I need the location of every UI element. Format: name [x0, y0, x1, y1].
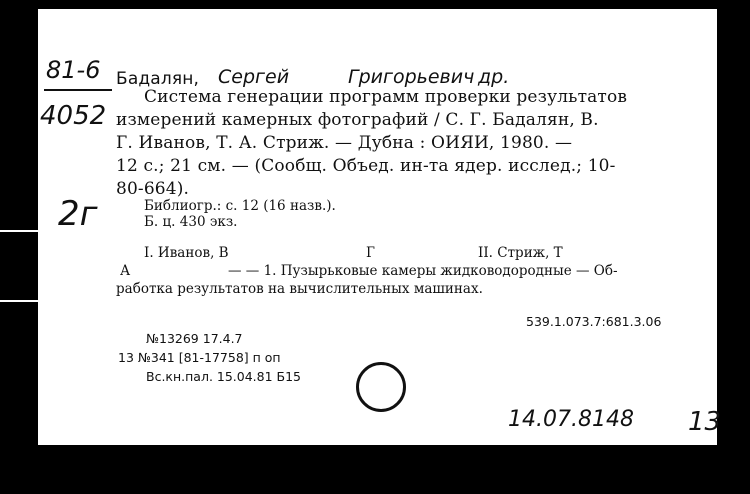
- author-suffix: др.: [478, 66, 510, 88]
- margin-rule: [0, 300, 38, 302]
- left-margin-mark: 2г: [58, 194, 98, 234]
- tracing-initial-2: А: [120, 263, 131, 279]
- circle-stamp: [356, 362, 406, 412]
- shelf-underline: [44, 89, 112, 91]
- author-patronymic-handwritten: Григорьевич: [348, 66, 475, 88]
- author-name-handwritten: Сергей: [218, 66, 290, 88]
- handwritten-date: 14.07.8148: [508, 407, 634, 432]
- inventory-number: 4052: [40, 101, 107, 131]
- scan-border-top: [0, 0, 750, 9]
- subject-heading: — — 1. Пузырьковые камеры жидководородные — Об-: [228, 263, 618, 279]
- corner-mark: 13: [688, 407, 722, 437]
- tracing-added-entry-2: II. Стриж, Т: [478, 245, 563, 261]
- registry-line: 13 №341 [81-17758] п оп: [118, 350, 281, 365]
- price-copies: Б. ц. 430 экз.: [144, 214, 238, 230]
- margin-rule: [0, 230, 38, 232]
- title-line: 80-664).: [116, 179, 190, 199]
- subject-heading-cont: работка результатов на вычислительных машинах.: [116, 281, 483, 297]
- title-line: Г. Иванов, Т. А. Стриж. — Дубна : ОИЯИ, 1980. —: [116, 133, 573, 153]
- udc-classification: 539.1.073.7:681.3.06: [526, 314, 662, 329]
- scan-border-right: [717, 0, 750, 494]
- order-number: №13269 17.4.7: [146, 331, 243, 346]
- title-line: 12 с.; 21 см. — (Сообщ. Объед. ин-та ядер. исслед.; 10-: [116, 156, 616, 176]
- book-chamber-line: Вс.кн.пал. 15.04.81 Б15: [146, 369, 302, 384]
- catalog-card: [38, 9, 722, 445]
- title-line: измерений камерных фотографий / С. Г. Бадалян, В.: [116, 110, 599, 130]
- bibliography-note: Библиогр.: с. 12 (16 назв.).: [144, 198, 336, 214]
- scan-border-left: [0, 0, 38, 494]
- shelf-code: 81-6: [46, 56, 101, 84]
- title-line: Система генерации программ проверки результатов: [144, 87, 628, 107]
- author-surname: Бадалян,: [116, 69, 200, 89]
- tracing-added-entry-1: I. Иванов, В: [144, 245, 229, 261]
- scan-border-bottom: [0, 445, 750, 494]
- tracing-initial: Г: [366, 245, 375, 261]
